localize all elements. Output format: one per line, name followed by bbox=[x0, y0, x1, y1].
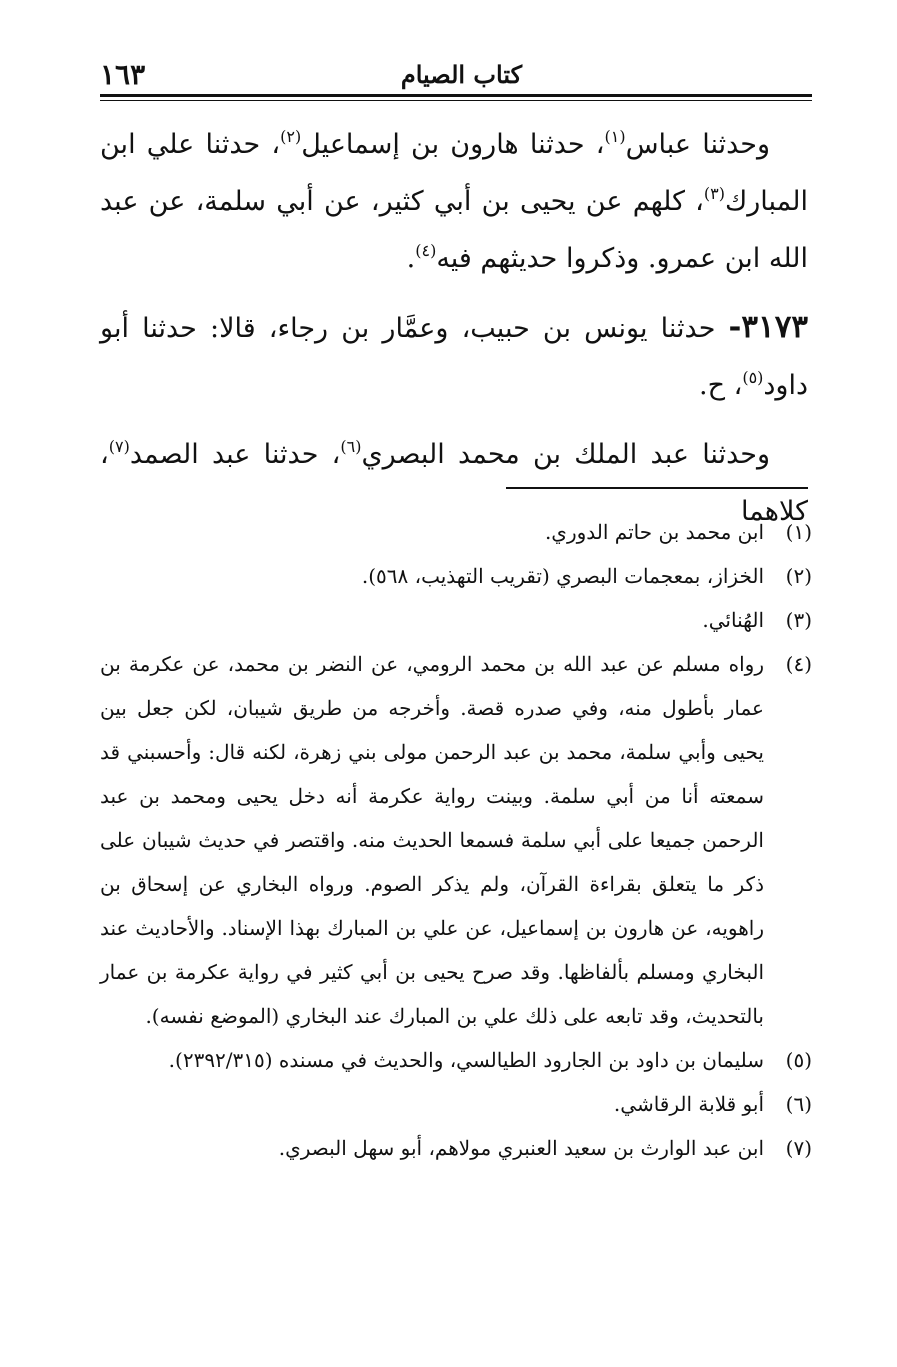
paragraph-1 bbox=[100, 116, 808, 287]
text-run: وحدثنا عبد الملك بن محمد البصري bbox=[361, 439, 770, 470]
footnote-text: ابن محمد بن حاتم الدوري. bbox=[544, 520, 764, 544]
text-run: ، حدثنا علي ابن المبارك bbox=[100, 129, 808, 217]
header-rule bbox=[100, 94, 812, 97]
running-title: كتاب الصيام bbox=[400, 60, 522, 89]
footnote-ref-1[interactable]: (١) bbox=[604, 127, 626, 146]
footnote-ref-7[interactable]: (٧) bbox=[108, 437, 130, 456]
header-rule-thin bbox=[100, 100, 812, 101]
footnote-ref-6[interactable]: (٦) bbox=[340, 437, 362, 456]
text-run: ، كلاهما bbox=[100, 439, 808, 527]
text-run: حدثنا يونس بن حبيب، وعمَّار بن رجاء، قالا: حدثنا أبو داود bbox=[100, 313, 808, 401]
footnote-ref-4[interactable]: (٤) bbox=[415, 241, 437, 260]
footnote-3 bbox=[100, 598, 812, 642]
text-run: وحدثنا عباس bbox=[625, 129, 771, 160]
footnote-2 bbox=[100, 554, 812, 598]
text-run: . bbox=[406, 243, 416, 274]
hadith-number: ٣١٧٣- bbox=[728, 309, 808, 345]
footnote-7 bbox=[100, 1126, 812, 1170]
footnote-ref-2[interactable]: (٢) bbox=[280, 127, 302, 146]
main-text bbox=[100, 116, 808, 540]
text-run: ، حدثنا هارون بن إسماعيل bbox=[301, 129, 605, 160]
text-run: ، ح. bbox=[699, 370, 743, 401]
text-run: ، حدثنا عبد الصمد bbox=[129, 439, 341, 470]
footnote-text: الخزاز، بمعجمات البصري (تقريب التهذيب، ٥٦٨). bbox=[361, 564, 764, 588]
footnote-text: الهُنائي. bbox=[702, 608, 764, 632]
footnote-text: سليمان بن داود بن الجارود الطيالسي، والحديث في مسنده (٢٣٩٢/٣١٥). bbox=[168, 1048, 764, 1072]
footnote-number: (٤) bbox=[785, 652, 812, 676]
footnote-ref-5[interactable]: (٥) bbox=[742, 368, 764, 387]
footnote-text: رواه مسلم عن عبد الله بن محمد الرومي، عن النضر بن محمد، عن عكرمة بن عمار بأطول منه، وفي صدره قصة. وأخرجه من طريق شيبان، لكن جعل بين يحيى وأبي سلمة، محمد بن عبد الرحمن مولى بني زهرة، لكنه قال: وأحسبني قد سمعته أنا من أبي سلمة. وبينت رواية عكرمة أنه دخل يحيى ومحمد بن عبد الرحمن جميعا على أبي سلمة فسمعا الحديث منه. واقتصر في حديث شيبان على ذكر ما يتعلق بقراءة القرآن، ولم يذكر الصوم. ورواه البخاري عن إسحاق بن راهويه، عن هارون بن إسماعيل، عن علي بن المبارك بهذا الإسناد. والأحاديث عند البخاري ومسلم بألفاظها. وقد صرح يحيى بن أبي كثير في رواية عكرمة بن عمار بالتحديث، وقد تابعه على ذلك علي بن المبارك عند البخاري (الموضع نفسه). bbox=[100, 652, 764, 1028]
page-number: ١٦٣ bbox=[100, 58, 146, 91]
footnote-number: (٥) bbox=[785, 1048, 812, 1072]
footnote-number: (٦) bbox=[785, 1092, 812, 1116]
footnote-ref-3[interactable]: (٣) bbox=[703, 184, 725, 203]
footnote-separator bbox=[506, 487, 808, 489]
text-run: ، كلهم عن يحيى بن أبي كثير، عن أبي سلمة، عن عبد الله ابن عمرو. وذكروا حديثهم فيه bbox=[100, 186, 808, 274]
footnote-4 bbox=[100, 642, 812, 1038]
footnote-1 bbox=[100, 510, 812, 554]
footnote-5 bbox=[100, 1038, 812, 1082]
footnote-number: (٣) bbox=[785, 608, 812, 632]
footnote-number: (٧) bbox=[785, 1136, 812, 1160]
page-header bbox=[100, 58, 812, 92]
footnote-text: ابن عبد الوارث بن سعيد العنبري مولاهم، أبو سهل البصري. bbox=[278, 1136, 764, 1160]
footnote-6 bbox=[100, 1082, 812, 1126]
footnote-text: أبو قلابة الرقاشي. bbox=[613, 1092, 764, 1116]
footnotes bbox=[100, 510, 812, 1170]
footnote-number: (١) bbox=[785, 520, 812, 544]
footnote-number: (٢) bbox=[785, 564, 812, 588]
paragraph-hadith bbox=[100, 299, 808, 414]
